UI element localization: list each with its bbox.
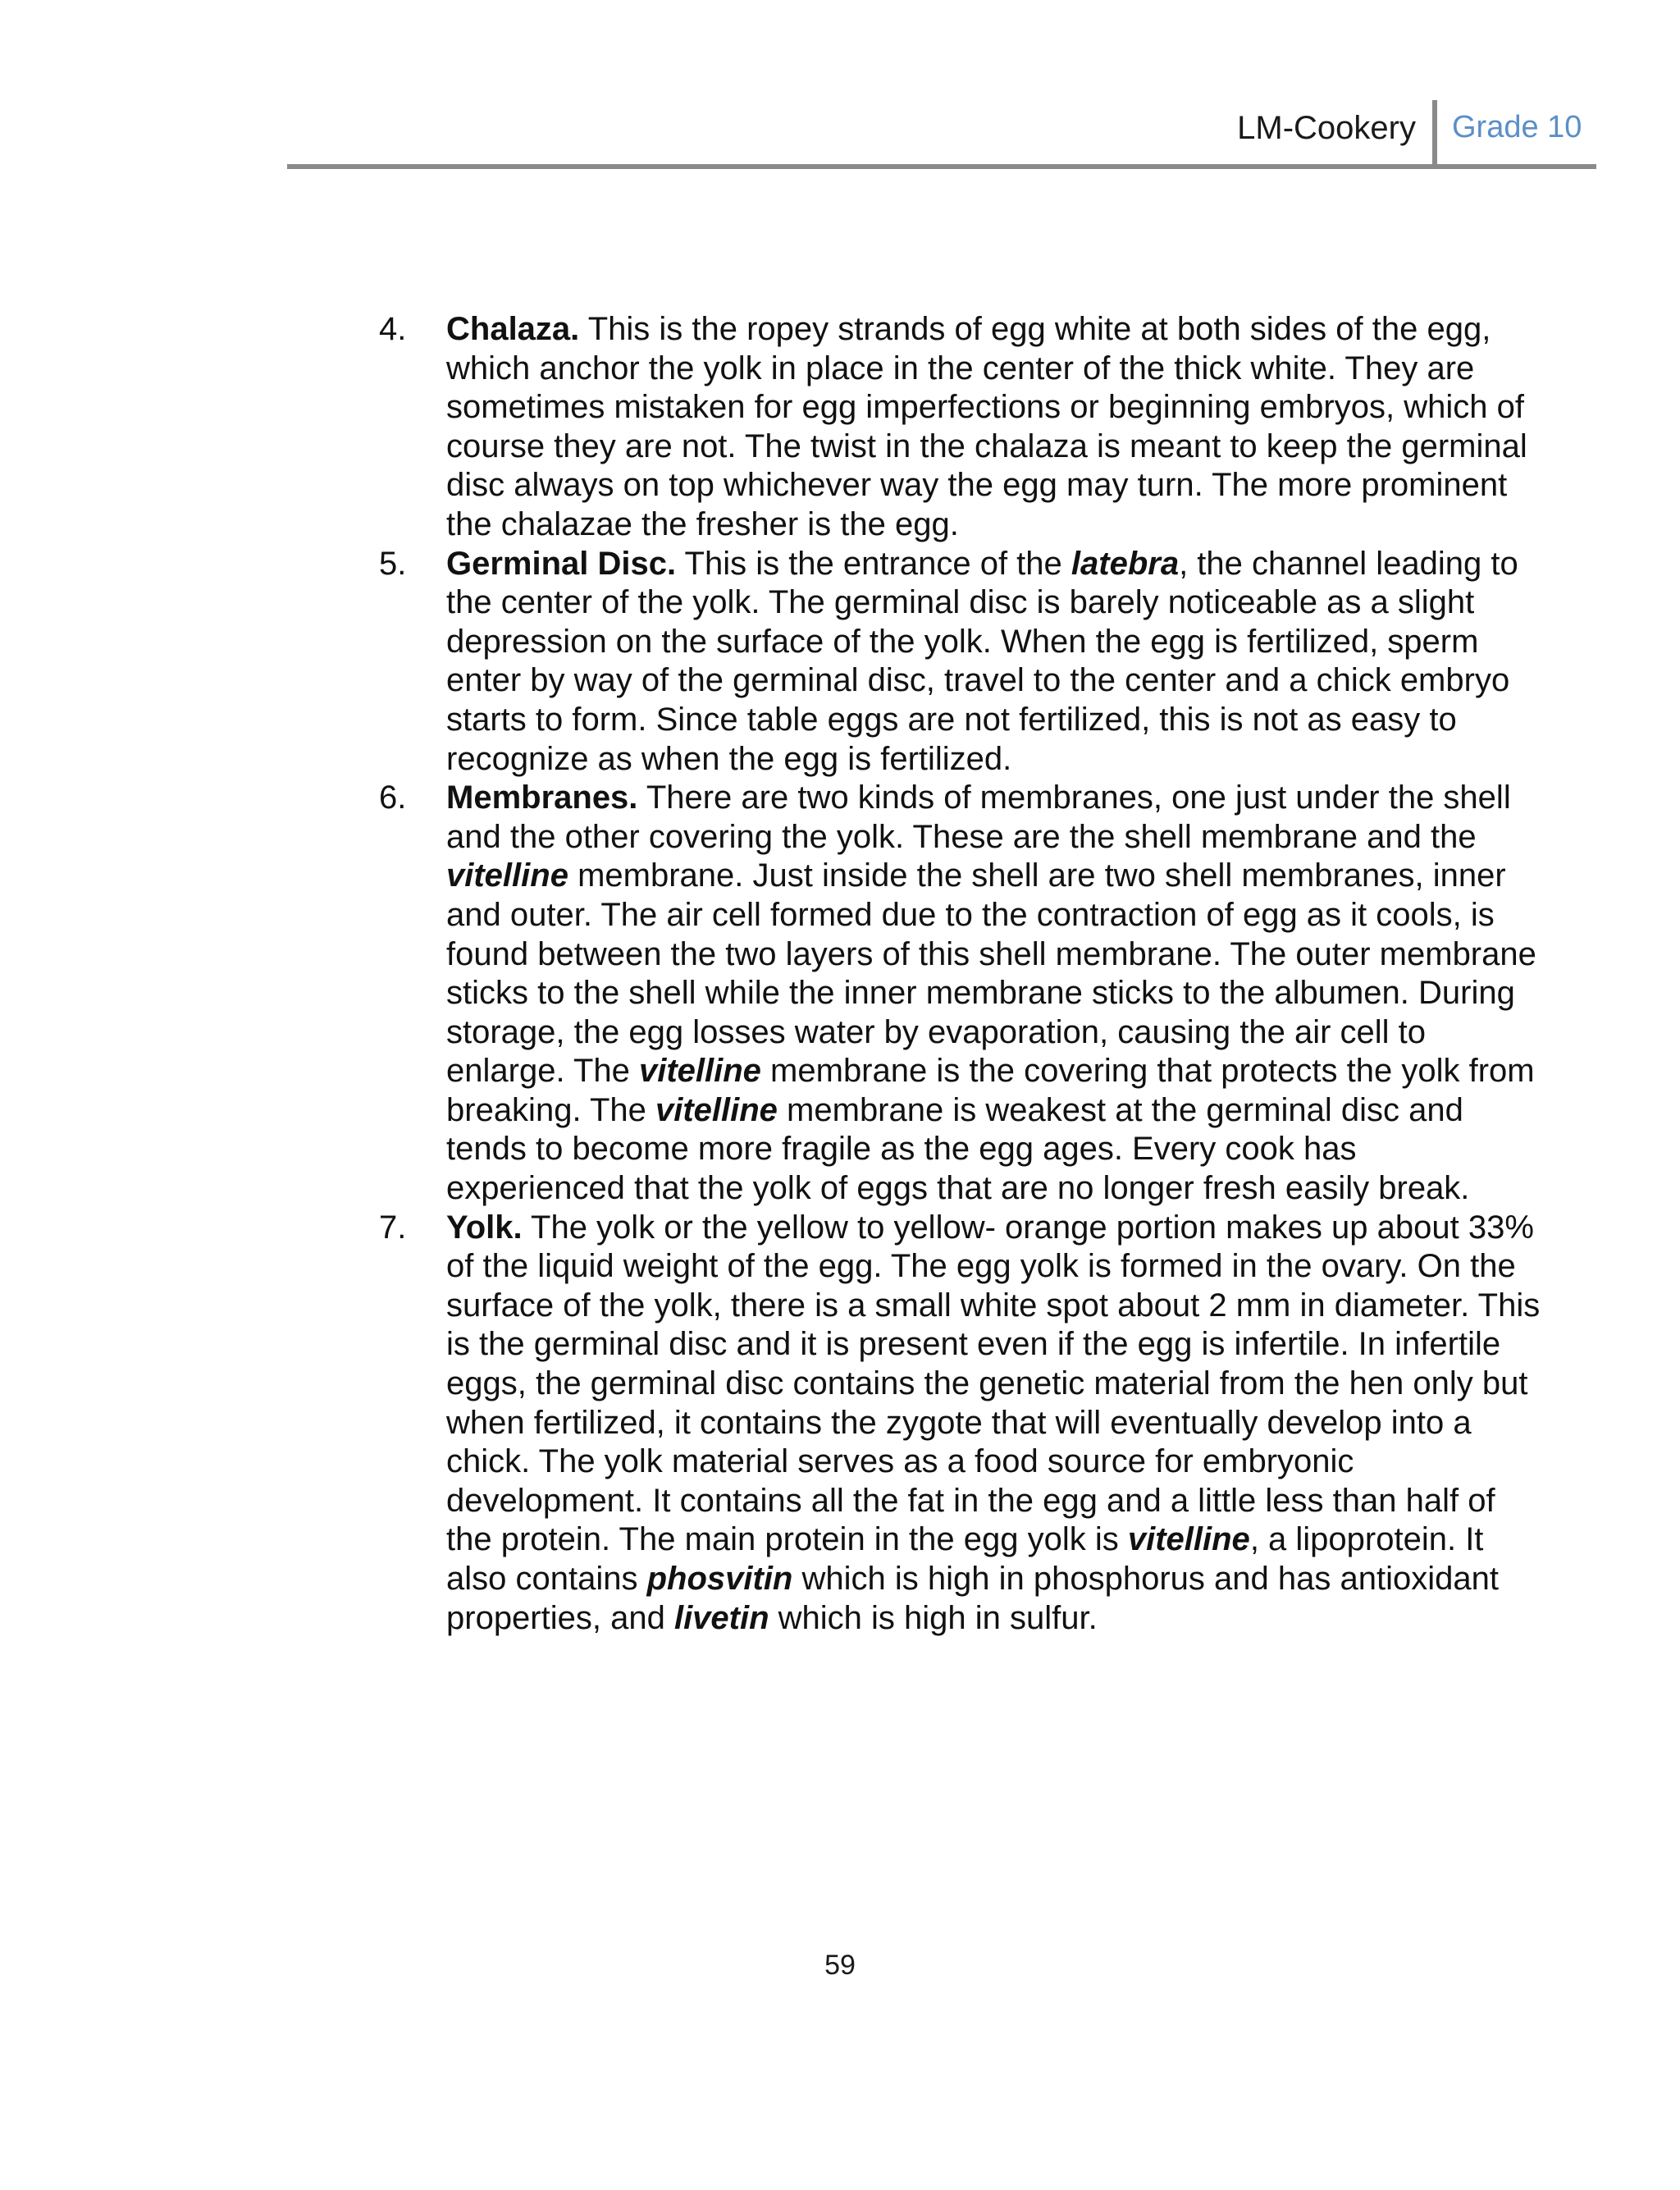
- emphasized-term: latebra: [1071, 545, 1180, 582]
- item-text-run: which is high in phosphorus and has antioxidant properties, and: [446, 1561, 1499, 1636]
- item-text: [446, 779, 1544, 1209]
- header-title: LM-Cookery: [1237, 110, 1416, 146]
- list-item-yolk: [379, 1209, 1544, 1639]
- list-item-chalaza: [379, 310, 1544, 545]
- item-text-run: There are two kinds of membranes, one just under the shell and the other covering the yolk. These are the shell membrane and the: [446, 780, 1511, 855]
- page-number: 59: [824, 1950, 856, 1981]
- header-rule: [287, 164, 1596, 169]
- item-number: 5.: [379, 545, 407, 582]
- item-text-run: membrane is the covering that protects the yolk from breaking. The: [446, 1053, 1535, 1128]
- item-text-run: , a lipoprotein. It also contains: [446, 1521, 1484, 1597]
- item-number: 4.: [379, 311, 407, 347]
- item-term: Germinal Disc.: [446, 545, 677, 582]
- emphasized-term: livetin: [673, 1599, 769, 1636]
- emphasized-term: vitelline: [1127, 1521, 1250, 1558]
- item-text-run: The yolk or the yellow to yellow- orange portion makes up about 33% of the liquid weight of the egg. The egg yolk is formed in the ovary. On the surface of the yolk, there is a small white spot about 2 mm in diameter. This is the germinal disc and it is present even if the egg is infertile. In infertile eggs, the germinal disc contains the genetic material from the hen only but when fertilized, it contains the zygote that will eventually develop into a chick. The yolk material serves as a food source for embryonic development. It contains all the fat in the egg and a little less than half of the protein. The main protein in the egg yolk is: [446, 1209, 1541, 1558]
- item-text: [446, 1209, 1544, 1639]
- document-body: [379, 310, 1544, 1638]
- item-text-run: membrane. Just inside the shell are two shell membranes, inner and outer. The air cell formed due to the contraction of egg as it cools, is found between the two layers of this shell membrane. The outer membrane sticks to the shell while the inner membrane sticks to the albumen. During storage, the egg losses water by evaporation, causing the air cell to enlarge. The: [446, 857, 1536, 1090]
- item-term: Chalaza.: [446, 311, 580, 347]
- item-number: 7.: [379, 1209, 407, 1246]
- page-header: [287, 97, 1596, 172]
- item-text-run: which is high in sulfur.: [769, 1599, 1098, 1636]
- item-text-run: This is the entrance of the: [676, 545, 1071, 582]
- emphasized-term: vitelline: [655, 1091, 778, 1128]
- item-text: [446, 545, 1544, 780]
- item-text-run: , the channel leading to the center of the yolk. The germinal disc is barely noticeable as a slight depression on the surface of the yolk. When the egg is fertilized, sperm enter by way of the germinal disc, travel to the center and a chick embryo starts to form. Since table eggs are not fertilized, this is not as easy to recognize as when the egg is fertilized.: [446, 545, 1518, 777]
- list-item-germinal-disc: [379, 545, 1544, 780]
- item-term: Membranes.: [446, 780, 638, 816]
- list-item-membranes: [379, 779, 1544, 1209]
- emphasized-term: phosvitin: [646, 1561, 793, 1597]
- header-grade: Grade 10: [1452, 110, 1582, 144]
- item-text-run: This is the ropey strands of egg white at both sides of the egg, which anchor the yolk in place in the center of the thick white. They are sometimes mistaken for egg imperfections or beginning embryos, which of course they are not. The twist in the chalaza is meant to keep the germinal disc always on top whichever way the egg may turn. The more prominent the chalazae the fresher is the egg.: [446, 311, 1527, 542]
- item-text: [446, 310, 1544, 545]
- item-number: 6.: [379, 780, 407, 816]
- emphasized-term: vitelline: [446, 857, 568, 894]
- emphasized-term: vitelline: [638, 1053, 761, 1090]
- header-divider: [1432, 100, 1437, 166]
- item-text-run: membrane is weakest at the germinal disc and tends to become more fragile as the egg ages. Every cook has experienced that the yolk of eggs that are no longer fresh easily break.: [446, 1091, 1470, 1207]
- item-term: Yolk.: [446, 1209, 523, 1246]
